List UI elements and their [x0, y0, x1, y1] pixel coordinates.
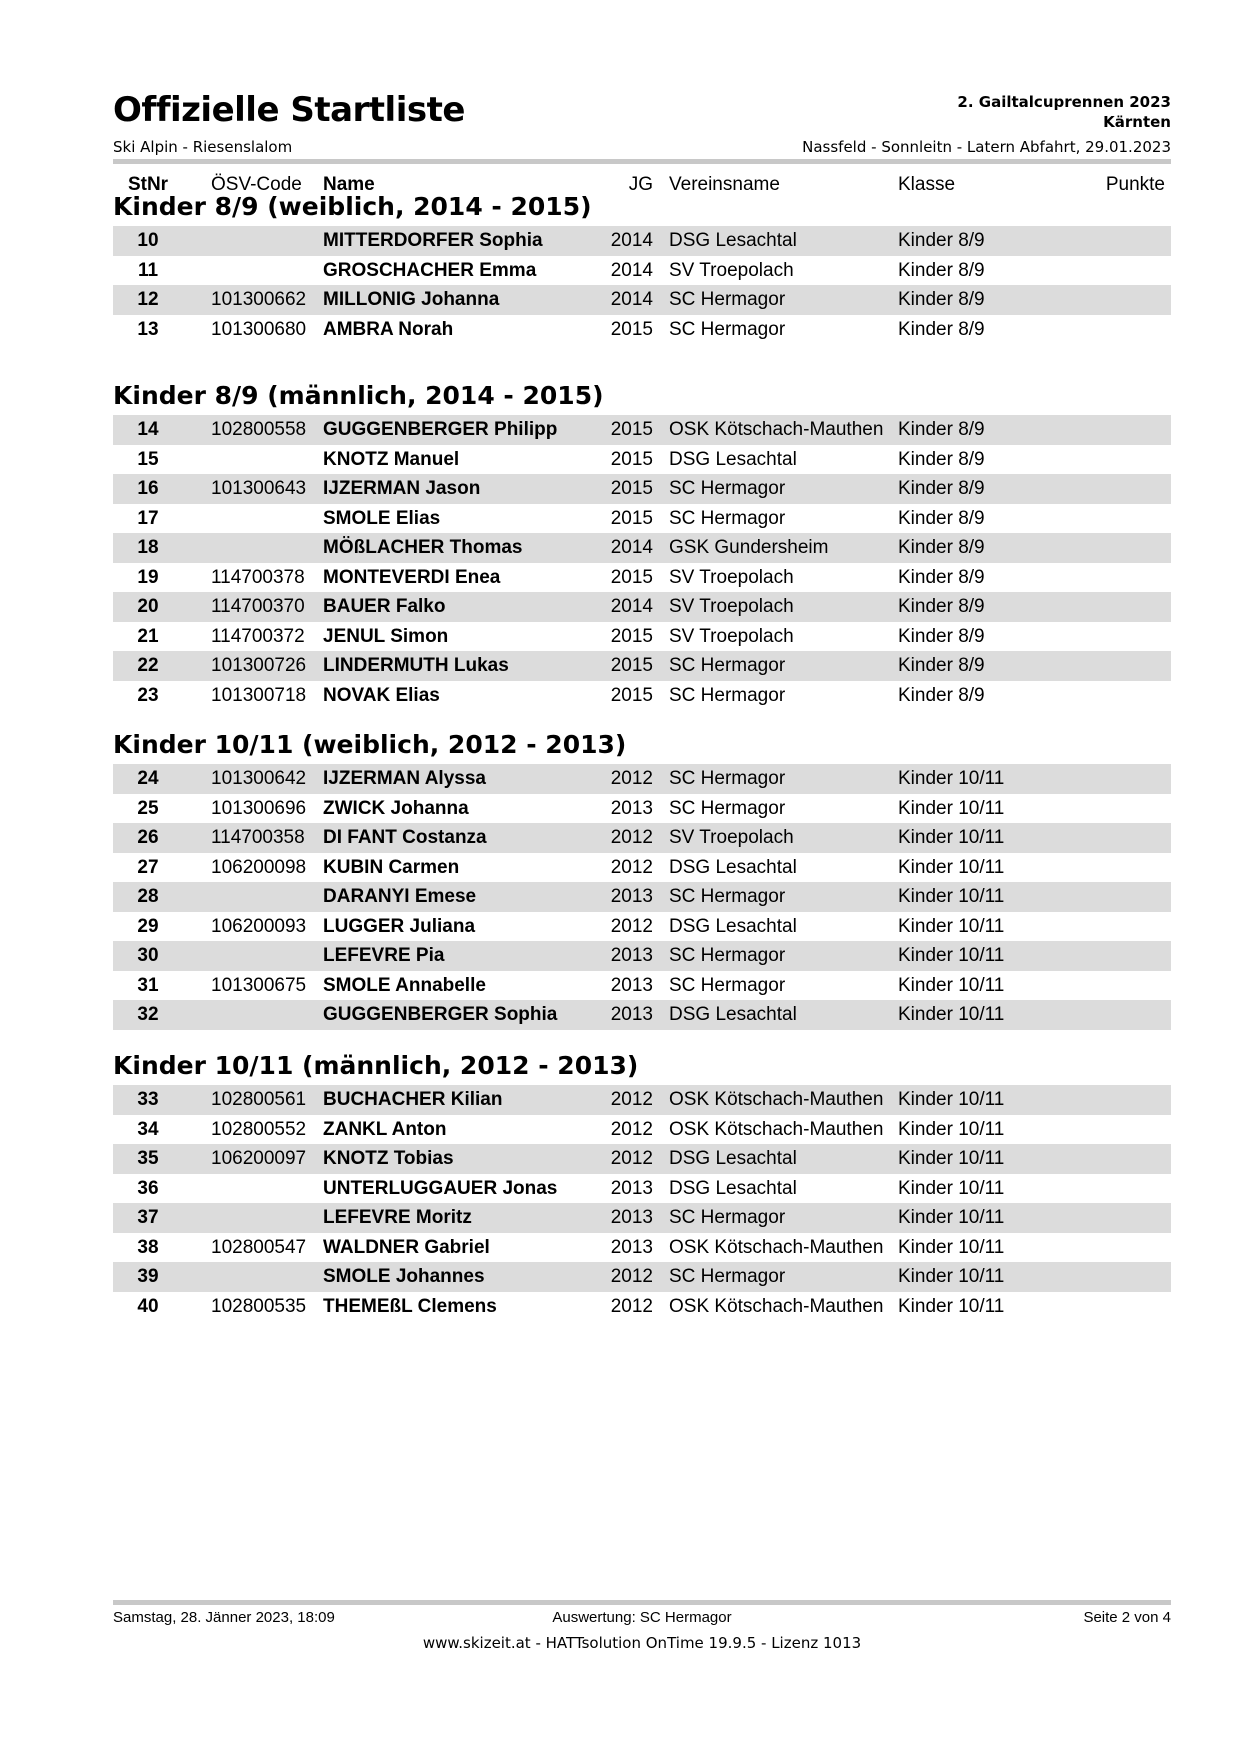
club-name: SC Hermagor [669, 478, 786, 499]
class-name: Kinder 10/11 [898, 1148, 1005, 1169]
athlete-name: LINDERMUTH Lukas [323, 655, 509, 676]
footer-license: www.skizeit.at - HATTsolution OnTime 19.9.5 - Lizenz 1013 [422, 1634, 862, 1652]
club-name: DSG Lesachtal [669, 1004, 797, 1025]
athlete-name: KNOTZ Tobias [323, 1148, 454, 1169]
class-name: Kinder 8/9 [898, 230, 985, 251]
club-name: SC Hermagor [669, 797, 786, 819]
start-number: 14 [137, 419, 159, 440]
club-name: OSK Kötschach-Mauthen [669, 1118, 884, 1140]
club-name: SC Hermagor [669, 768, 786, 789]
osv-code: 101300662 [211, 289, 307, 310]
class-name: Kinder 10/11 [898, 1089, 1005, 1110]
table-row [113, 315, 1171, 345]
birth-year: 2013 [610, 1177, 653, 1199]
table-row [113, 1233, 1171, 1263]
club-name: DSG Lesachtal [669, 856, 797, 878]
class-name: Kinder 10/11 [898, 856, 1005, 878]
start-number: 20 [137, 596, 159, 617]
osv-code: 102800535 [211, 1295, 307, 1317]
athlete-name: LUGGER Juliana [323, 915, 476, 937]
osv-code: 114700358 [211, 827, 305, 848]
club-name: SC Hermagor [669, 974, 786, 996]
club-name: SV Troepolach [669, 566, 794, 588]
table-row [113, 651, 1171, 681]
header-divider [113, 159, 1171, 164]
osv-code: 101300643 [211, 478, 307, 499]
table-row [113, 504, 1171, 534]
class-name: Kinder 10/11 [898, 945, 1005, 966]
athlete-name: GUGGENBERGER Sophia [323, 1004, 558, 1025]
footer-divider [113, 1600, 1171, 1605]
club-name: SC Hermagor [669, 945, 786, 966]
class-name: Kinder 10/11 [898, 1118, 1005, 1140]
athlete-name: BAUER Falko [323, 596, 446, 617]
club-name: SC Hermagor [669, 886, 786, 907]
start-number: 33 [137, 1089, 159, 1110]
group-title: Kinder 10/11 (männlich, 2012 - 2013) [113, 1051, 639, 1080]
athlete-name: ZWICK Johanna [323, 797, 469, 819]
birth-year: 2012 [610, 1266, 653, 1287]
birth-year: 2013 [610, 974, 653, 996]
page-title: Offizielle Startliste [113, 90, 465, 130]
osv-code: 106200098 [211, 856, 307, 878]
col-stnr: StNr [127, 174, 169, 195]
athlete-name: SMOLE Johannes [323, 1266, 485, 1287]
birth-year: 2015 [610, 566, 653, 588]
osv-code: 106200093 [211, 915, 307, 937]
class-name: Kinder 8/9 [898, 566, 985, 588]
athlete-name: KUBIN Carmen [323, 856, 460, 878]
table-row [113, 882, 1171, 912]
table-row [113, 764, 1171, 794]
event-name: 2. Gailtalcuprennen 2023 [957, 93, 1171, 111]
class-name: Kinder 8/9 [898, 419, 985, 440]
table-row [113, 1085, 1171, 1115]
col-klasse: Klasse [898, 174, 956, 195]
osv-code: 101300718 [211, 684, 307, 706]
start-number: 34 [137, 1118, 159, 1140]
group-title: Kinder 8/9 (weiblich, 2014 - 2015) [113, 192, 592, 221]
osv-code: 102800561 [211, 1089, 307, 1110]
start-number: 39 [137, 1266, 159, 1287]
group-rows [113, 226, 1171, 344]
athlete-name: MÖßLACHER Thomas [323, 537, 523, 558]
table-row [113, 533, 1171, 563]
table-row [113, 622, 1171, 652]
club-name: DSG Lesachtal [669, 1148, 797, 1169]
start-number: 16 [137, 478, 159, 499]
club-name: SC Hermagor [669, 684, 786, 706]
class-name: Kinder 10/11 [898, 1266, 1005, 1287]
birth-year: 2012 [610, 768, 653, 789]
athlete-name: DARANYI Emese [323, 886, 477, 907]
athlete-name: GROSCHACHER Emma [323, 259, 537, 281]
class-name: Kinder 8/9 [898, 289, 985, 310]
athlete-name: MILLONIG Johanna [323, 289, 500, 310]
birth-year: 2013 [610, 797, 653, 819]
footer-evaluation: Auswertung: SC Hermagor [552, 1609, 732, 1626]
athlete-name: ZANKL Anton [323, 1118, 447, 1140]
athlete-name: MONTEVERDI Enea [323, 566, 501, 588]
class-name: Kinder 10/11 [898, 1207, 1005, 1228]
birth-year: 2012 [610, 856, 653, 878]
class-name: Kinder 8/9 [898, 655, 985, 676]
col-osv-code: ÖSV-Code [211, 174, 302, 195]
athlete-name: WALDNER Gabriel [323, 1236, 490, 1258]
footer-date: Samstag, 28. Jänner 2023, 18:09 [113, 1609, 335, 1626]
osv-code: 102800547 [211, 1236, 307, 1258]
class-name: Kinder 8/9 [898, 259, 985, 281]
birth-year: 2012 [610, 1148, 653, 1169]
start-number: 22 [137, 655, 159, 676]
class-name: Kinder 10/11 [898, 1177, 1005, 1199]
start-number: 28 [137, 886, 159, 907]
athlete-name: MITTERDORFER Sophia [323, 230, 543, 251]
club-name: SV Troepolach [669, 259, 794, 281]
table-row [113, 941, 1171, 971]
osv-code: 114700378 [211, 566, 305, 588]
osv-code: 102800552 [211, 1118, 307, 1140]
club-name: OSK Kötschach-Mauthen [669, 1236, 884, 1258]
birth-year: 2015 [610, 684, 653, 706]
col-vereinsname: Vereinsname [669, 174, 780, 195]
start-number: 21 [137, 625, 159, 647]
birth-year: 2015 [610, 448, 653, 470]
class-name: Kinder 8/9 [898, 596, 985, 617]
athlete-name: SMOLE Annabelle [323, 974, 486, 996]
event-region: Kärnten [1103, 113, 1171, 131]
table-row [113, 681, 1171, 711]
table-row [113, 415, 1171, 445]
osv-code: 114700372 [211, 625, 305, 647]
table-row [113, 226, 1171, 256]
table-row [113, 1144, 1171, 1174]
club-name: OSK Kötschach-Mauthen [669, 1295, 884, 1317]
start-number: 24 [137, 768, 159, 789]
birth-year: 2015 [610, 478, 653, 499]
athlete-name: UNTERLUGGAUER Jonas [323, 1177, 558, 1199]
start-number: 30 [137, 945, 159, 966]
class-name: Kinder 8/9 [898, 478, 985, 499]
table-row [113, 592, 1171, 622]
athlete-name: DI FANT Costanza [323, 827, 487, 848]
discipline: Ski Alpin - Riesenslalom [113, 138, 293, 156]
athlete-name: AMBRA Norah [323, 318, 454, 340]
athlete-name: LEFEVRE Pia [323, 945, 445, 966]
start-number: 29 [137, 915, 159, 937]
group-rows [113, 764, 1171, 1030]
group-title: Kinder 10/11 (weiblich, 2012 - 2013) [113, 730, 627, 759]
athlete-name: GUGGENBERGER Philipp [323, 419, 558, 440]
start-number: 15 [137, 448, 159, 470]
club-name: OSK Kötschach-Mauthen [669, 419, 884, 440]
col-punkte: Punkte [1105, 174, 1165, 195]
start-number: 40 [137, 1295, 159, 1317]
birth-year: 2013 [610, 1236, 653, 1258]
club-name: SC Hermagor [669, 655, 786, 676]
table-row [113, 823, 1171, 853]
class-name: Kinder 10/11 [898, 768, 1005, 789]
class-name: Kinder 10/11 [898, 827, 1005, 848]
club-name: OSK Kötschach-Mauthen [669, 1089, 884, 1110]
club-name: DSG Lesachtal [669, 230, 797, 251]
osv-code: 101300642 [211, 768, 307, 789]
club-name: SC Hermagor [669, 507, 786, 529]
birth-year: 2014 [610, 537, 653, 558]
athlete-name: NOVAK Elias [323, 684, 440, 706]
table-row [113, 794, 1171, 824]
birth-year: 2013 [610, 945, 653, 966]
class-name: Kinder 8/9 [898, 507, 985, 529]
athlete-name: KNOTZ Manuel [323, 448, 460, 470]
start-number: 37 [137, 1207, 159, 1228]
start-number: 25 [137, 797, 159, 819]
birth-year: 2012 [610, 827, 653, 848]
birth-year: 2015 [610, 625, 653, 647]
start-number: 13 [137, 318, 159, 340]
class-name: Kinder 10/11 [898, 915, 1005, 937]
club-name: SC Hermagor [669, 1207, 786, 1228]
start-number: 38 [137, 1236, 159, 1258]
club-name: SV Troepolach [669, 625, 794, 647]
club-name: DSG Lesachtal [669, 448, 797, 470]
event-info [957, 92, 1171, 132]
class-name: Kinder 8/9 [898, 318, 985, 340]
table-row [113, 563, 1171, 593]
club-name: SV Troepolach [669, 827, 794, 848]
birth-year: 2013 [610, 1004, 653, 1025]
start-number: 12 [137, 289, 159, 310]
table-row [113, 1262, 1171, 1292]
birth-year: 2014 [610, 596, 653, 617]
athlete-name: BUCHACHER Kilian [323, 1089, 503, 1110]
birth-year: 2013 [610, 886, 653, 907]
class-name: Kinder 10/11 [898, 1295, 1005, 1317]
club-name: SC Hermagor [669, 318, 786, 340]
start-number: 18 [137, 537, 159, 558]
birth-year: 2015 [610, 507, 653, 529]
start-number: 17 [137, 507, 159, 529]
group-rows [113, 415, 1171, 710]
class-name: Kinder 10/11 [898, 1236, 1005, 1258]
table-row [113, 853, 1171, 883]
start-number: 27 [137, 856, 159, 878]
osv-code: 101300680 [211, 318, 307, 340]
birth-year: 2012 [610, 915, 653, 937]
athlete-name: LEFEVRE Moritz [323, 1207, 472, 1228]
class-name: Kinder 8/9 [898, 448, 985, 470]
athlete-name: JENUL Simon [323, 625, 449, 647]
table-row [113, 1115, 1171, 1145]
birth-year: 2013 [610, 1207, 653, 1228]
birth-year: 2014 [610, 259, 653, 281]
table-row [113, 1000, 1171, 1030]
birth-year: 2012 [610, 1295, 653, 1317]
table-row [113, 474, 1171, 504]
athlete-name: IJZERMAN Alyssa [323, 768, 486, 789]
birth-year: 2012 [610, 1118, 653, 1140]
birth-year: 2012 [610, 1089, 653, 1110]
birth-year: 2014 [610, 230, 653, 251]
table-row [113, 912, 1171, 942]
club-name: DSG Lesachtal [669, 1177, 797, 1199]
table-row [113, 445, 1171, 475]
start-number: 11 [137, 259, 159, 281]
col-name: Name [323, 174, 375, 195]
class-name: Kinder 10/11 [898, 797, 1005, 819]
start-number: 26 [137, 827, 159, 848]
osv-code: 101300675 [211, 974, 307, 996]
osv-code: 102800558 [211, 419, 307, 440]
table-row [113, 971, 1171, 1001]
class-name: Kinder 8/9 [898, 625, 985, 647]
start-number: 31 [137, 974, 159, 996]
osv-code: 101300696 [211, 797, 307, 819]
club-name: SC Hermagor [669, 1266, 786, 1287]
start-number: 36 [137, 1177, 159, 1199]
birth-year: 2015 [610, 318, 653, 340]
table-row [113, 1292, 1171, 1322]
group-rows [113, 1085, 1171, 1321]
start-number: 10 [137, 230, 159, 251]
osv-code: 114700370 [211, 596, 305, 617]
club-name: SV Troepolach [669, 596, 794, 617]
footer-page-number: Seite 2 von 4 [1083, 1609, 1171, 1626]
start-number: 19 [137, 566, 159, 588]
class-name: Kinder 10/11 [898, 1004, 1005, 1025]
start-number: 35 [137, 1148, 159, 1169]
club-name: GSK Gundersheim [669, 537, 829, 558]
birth-year: 2015 [610, 655, 653, 676]
birth-year: 2014 [610, 289, 653, 310]
col-jg: JG [628, 174, 653, 195]
table-row [113, 1203, 1171, 1233]
table-row [113, 256, 1171, 286]
start-number: 32 [137, 1004, 159, 1025]
class-name: Kinder 8/9 [898, 684, 985, 706]
athlete-name: SMOLE Elias [323, 507, 441, 529]
class-name: Kinder 10/11 [898, 886, 1005, 907]
osv-code: 106200097 [211, 1148, 307, 1169]
class-name: Kinder 8/9 [898, 537, 985, 558]
group-title: Kinder 8/9 (männlich, 2014 - 2015) [113, 381, 604, 410]
table-row [113, 285, 1171, 315]
athlete-name: IJZERMAN Jason [323, 478, 481, 499]
birth-year: 2015 [610, 419, 653, 440]
osv-code: 101300726 [211, 655, 307, 676]
table-row [113, 1174, 1171, 1204]
athlete-name: THEMEßL Clemens [323, 1295, 497, 1317]
club-name: SC Hermagor [669, 289, 786, 310]
club-name: DSG Lesachtal [669, 915, 797, 937]
class-name: Kinder 10/11 [898, 974, 1005, 996]
start-number: 23 [137, 684, 159, 706]
venue-date: Nassfeld - Sonnleitn - Latern Abfahrt, 29.01.2023 [802, 138, 1171, 156]
